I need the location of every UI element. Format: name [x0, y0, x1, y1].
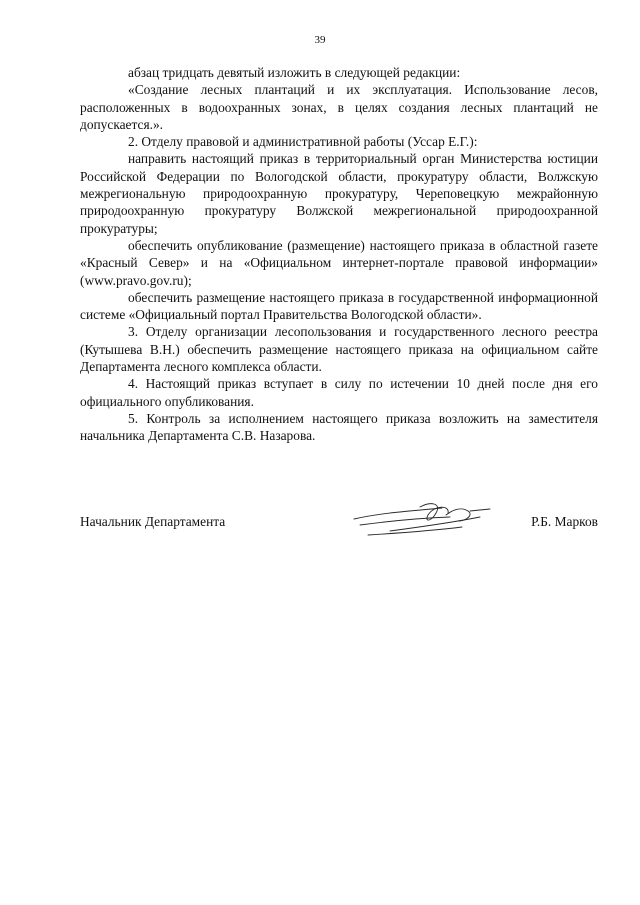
page-number: 39 [314, 34, 326, 46]
paragraph-item-2-send: направить настоящий приказ в территориальный орган Министерства юстиции Российской Федерации по Вологодской области, прокуратуру области, Волжскую межрегиональную природоохранную прокуратуру, Череповецкую межрайонную природоохранную прокуратуру Волжской межрегиональной природоохранной прокуратуры; [80, 151, 598, 236]
paragraph-abzac-39: абзац тридцать девятый изложить в следующей редакции: [128, 65, 461, 80]
paragraph-item-2: 2. Отделу правовой и административной работы (Уссар Е.Г.): [128, 134, 478, 150]
signatory-title: Начальник Департамента [80, 514, 226, 529]
paragraph-item-2-portal: обеспечить размещение настоящего приказа в государственной информационной системе «Официальный портал Правительства Вологодской области». [80, 289, 598, 323]
paragraph-quote-new-wording: «Создание лесных плантаций и их эксплуатация. Использование лесов, расположенных в водоохранных зонах, в целях создания лесных плантаций не допускается.». [80, 82, 598, 132]
paragraph-item-5: 5. Контроль за исполнением настоящего приказа возложить на заместителя начальника Департамента С.В. Назарова. [80, 410, 598, 444]
paragraph-item-2-publish: обеспечить опубликование (размещение) настоящего приказа в областной газете «Красный Север» и на «Официальном интернет-портале правовой информации» (www.pravo.gov.ru); [80, 237, 598, 288]
paragraph-item-4: 4. Настоящий приказ вступает в силу по истечении 10 дней после дня его официального опубликования. [80, 376, 598, 409]
paragraph-item-3: 3. Отделу организации лесопользования и государственного лесного реестра (Кутышева В.Н.) обеспечить размещение настоящего приказа на официальном сайте Департамента лесного комплекса области. [80, 324, 598, 375]
signatory-name: Р.Б. Марков [531, 514, 598, 529]
signature-block [80, 505, 598, 545]
handwritten-signature [350, 499, 500, 541]
document-body [80, 64, 598, 445]
